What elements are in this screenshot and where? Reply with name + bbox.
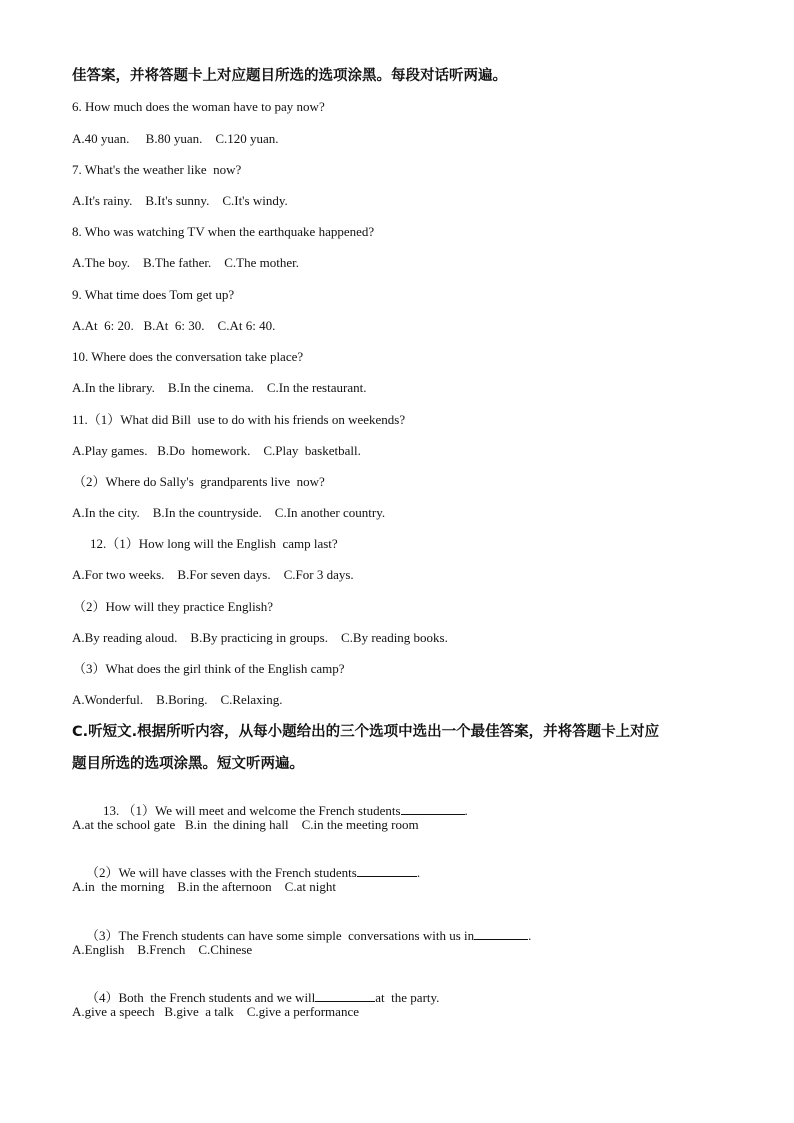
- question-13-3-end: .: [528, 928, 532, 943]
- answer-blank: [315, 989, 375, 1002]
- question-11-2-options: A.In the city. B.In the countryside. C.In another country.: [72, 505, 386, 520]
- question-9-options: A.At 6: 20. B.At 6: 30. C.At 6: 40.: [72, 318, 276, 333]
- question-8-options: A.The boy. B.The father. C.The mother.: [72, 255, 299, 270]
- question-6: 6. How much does the woman have to pay now?: [72, 99, 325, 114]
- question-13-1-options: A.at the school gate B.in the dining hall C.in the meeting room: [72, 817, 419, 832]
- question-8: 8. Who was watching TV when the earthquake happened?: [72, 224, 375, 239]
- question-7-options: A.It's rainy. B.It's sunny. C.It's windy.: [72, 193, 288, 208]
- question-13-3-text: （3）The French students can have some simple conversations with us in: [86, 928, 475, 943]
- question-10-options: A.In the library. B.In the cinema. C.In the restaurant.: [72, 380, 367, 395]
- question-13-1-end: .: [464, 803, 468, 818]
- question-12-2: （2）How will they practice English?: [73, 599, 274, 614]
- question-9: 9. What time does Tom get up?: [72, 287, 235, 302]
- question-13-3-options: A.English B.French C.Chinese: [72, 942, 253, 957]
- question-13-4-end: at the party.: [375, 990, 440, 1005]
- question-12-1: 12.（1）How long will the English camp last?: [90, 536, 338, 551]
- question-13-4-text: （4）Both the French students and we will: [86, 990, 316, 1005]
- question-11-1-options: A.Play games. B.Do homework. C.Play basketball.: [72, 443, 361, 458]
- section-c-instruction-line2: 题目所选的选项涂黑。短文听两遍。: [72, 756, 304, 772]
- question-11-2: （2）Where do Sally's grandparents live now?: [73, 474, 325, 489]
- question-10: 10. Where does the conversation take place?: [72, 349, 304, 364]
- question-7: 7. What's the weather like now?: [72, 162, 242, 177]
- question-13-4-options: A.give a speech B.give a talk C.give a performance: [72, 1004, 359, 1019]
- question-6-options: A.40 yuan. B.80 yuan. C.120 yuan.: [72, 131, 279, 146]
- section-c-instruction-line1: C.听短文.根据所听内容，从每小题给出的三个选项中选出一个最佳答案，并将答题卡上对应: [72, 724, 660, 740]
- question-11-1: 11.（1）What did Bill use to do with his friends on weekends?: [72, 412, 406, 427]
- question-12-2-options: A.By reading aloud. B.By practicing in groups. C.By reading books.: [72, 630, 448, 645]
- question-13-2-end: .: [416, 865, 421, 880]
- answer-blank: [474, 927, 528, 940]
- section-b-instruction-tail: 佳答案，并将答题卡上对应题目所选的选项涂黑。每段对话听两遍。: [72, 68, 507, 84]
- answer-blank: [357, 864, 417, 877]
- question-12-3-options: A.Wonderful. B.Boring. C.Relaxing.: [72, 692, 283, 707]
- question-12-1-options: A.For two weeks. B.For seven days. C.For 3 days.: [72, 567, 354, 582]
- question-13-1-text: 13. （1）We will meet and welcome the French students: [103, 803, 401, 818]
- answer-blank: [401, 802, 465, 815]
- question-13-2-text: （2）We will have classes with the French students: [86, 865, 357, 880]
- question-12-3: （3）What does the girl think of the English camp?: [73, 661, 345, 676]
- question-13-2-options: A.in the morning B.in the afternoon C.at night: [72, 879, 336, 894]
